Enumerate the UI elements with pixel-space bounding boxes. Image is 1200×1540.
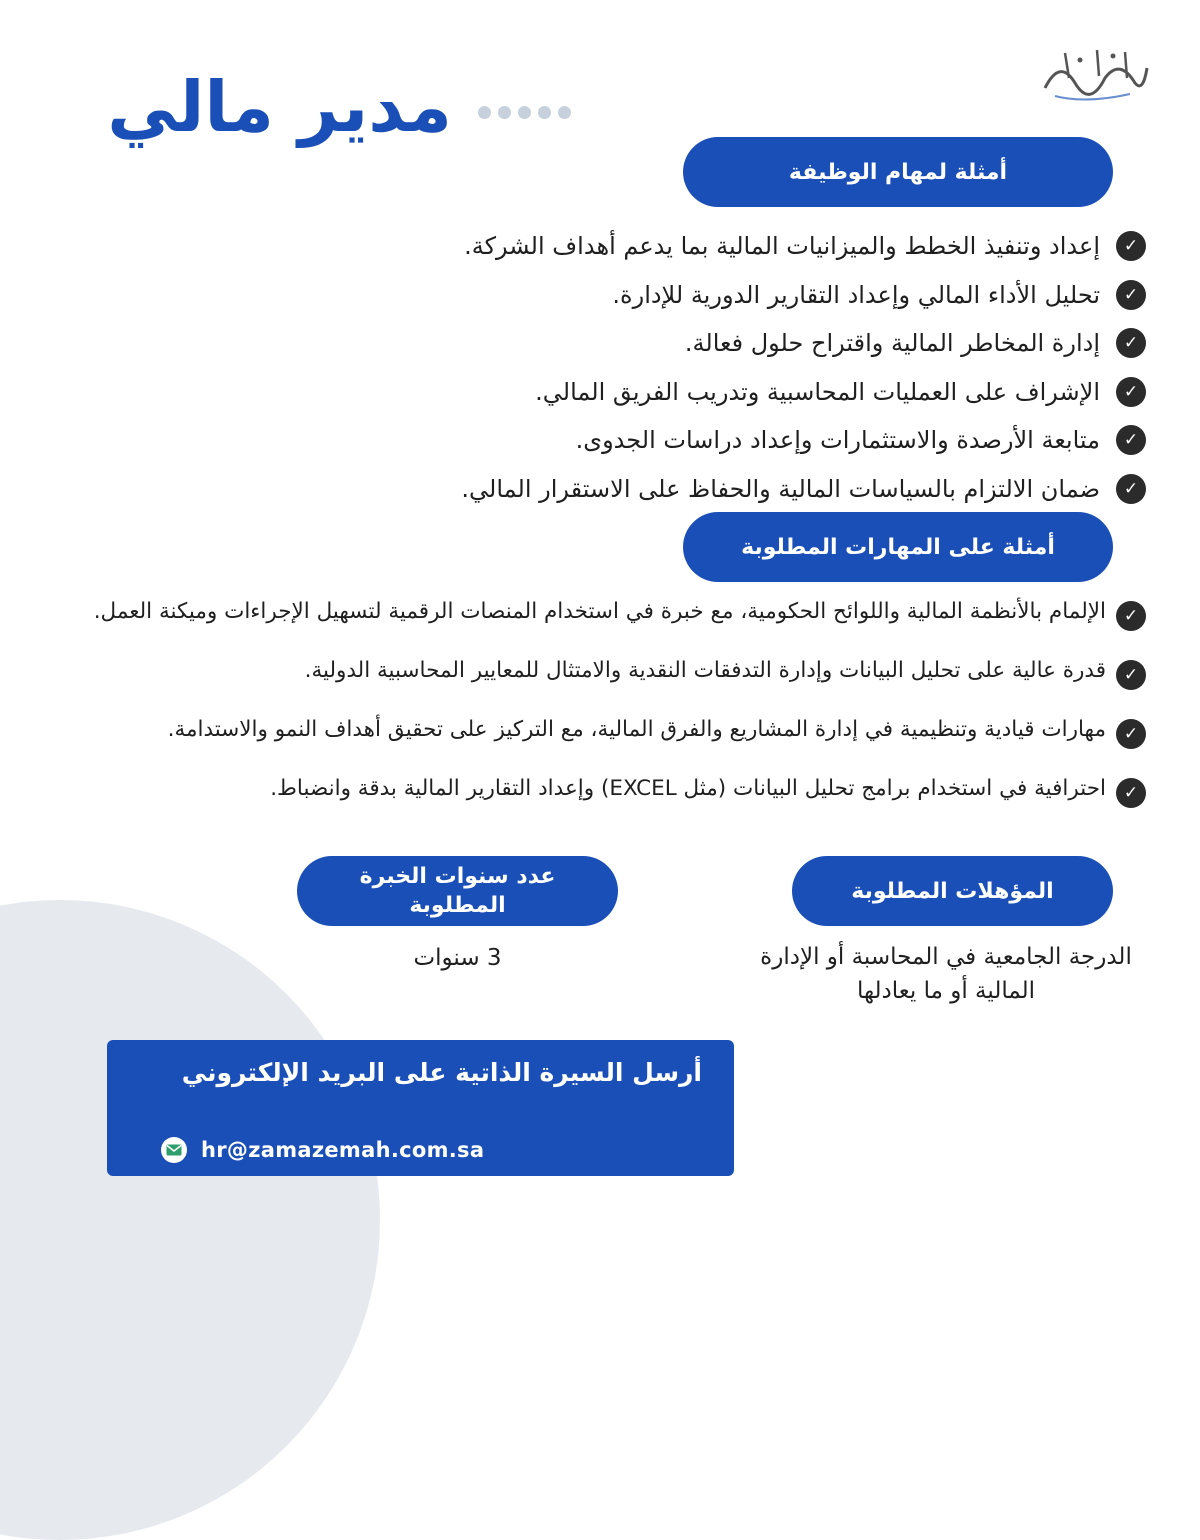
task-text: تحليل الأداء المالي وإعداد التقارير الدورية للإدارة. [612, 280, 1100, 309]
check-circle-icon: ✓ [1116, 719, 1146, 749]
email-link[interactable]: hr@zamazemah.com.sa [201, 1138, 485, 1162]
mail-icon [161, 1137, 187, 1163]
check-circle-icon: ✓ [1116, 474, 1146, 504]
task-text: إدارة المخاطر المالية واقتراح حلول فعالة. [684, 329, 1100, 358]
list-item [146, 222, 1146, 271]
apply-cta-box [107, 1040, 734, 1176]
skill-text: قدرة عالية على تحليل البيانات وإدارة التدفقات النقدية والامتثال للمعايير المحاسبية الدولية. [304, 658, 1106, 683]
list-item [146, 368, 1146, 417]
qualifications-heading: المؤهلات المطلوبة [792, 856, 1113, 926]
check-circle-icon: ✓ [1116, 778, 1146, 808]
qualifications-text: الدرجة الجامعية في المحاسبة أو الإدارة المالية أو ما يعادلها [760, 944, 1132, 1004]
list-item [54, 716, 1146, 775]
tasks-list [146, 222, 1146, 513]
experience-heading: عدد سنوات الخبرة المطلوبة [297, 856, 618, 926]
company-logo [1020, 28, 1170, 118]
title-dots-decoration [478, 106, 571, 119]
list-item [146, 416, 1146, 465]
background-circle [0, 900, 380, 1540]
task-text: الإشراف على العمليات المحاسبية وتدريب الفريق المالي. [535, 377, 1100, 406]
list-item [54, 598, 1146, 657]
tasks-heading: أمثلة لمهام الوظيفة [683, 137, 1113, 207]
list-item [146, 465, 1146, 514]
check-circle-icon: ✓ [1116, 280, 1146, 310]
list-item [146, 271, 1146, 320]
list-item [146, 319, 1146, 368]
check-circle-icon: ✓ [1116, 601, 1146, 631]
email-row[interactable] [161, 1137, 484, 1163]
task-text: متابعة الأرصدة والاستثمارات وإعداد دراسات الجدوى. [575, 426, 1100, 455]
cta-title: أرسل السيرة الذاتية على البريد الإلكتروني [181, 1058, 702, 1087]
check-circle-icon: ✓ [1116, 231, 1146, 261]
skills-list [54, 598, 1146, 834]
check-circle-icon: ✓ [1116, 660, 1146, 690]
logo-calligraphy-icon [1035, 38, 1155, 108]
page-title: مدير مالي [107, 66, 452, 148]
list-item [54, 775, 1146, 834]
task-text: ضمان الالتزام بالسياسات المالية والحفاظ على الاستقرار المالي. [461, 474, 1100, 503]
skill-text: احترافية في استخدام برامج تحليل البيانات (مثل EXCEL) وإعداد التقارير المالية بدقة وانضباط. [270, 776, 1106, 801]
skills-heading: أمثلة على المهارات المطلوبة [683, 512, 1113, 582]
skill-text: الإلمام بالأنظمة المالية واللوائح الحكومية، مع خبرة في استخدام المنصات الرقمية لتسهيل الإجراءات وميكنة العمل. [93, 599, 1106, 624]
experience-text: 3 سنوات [413, 945, 502, 971]
check-circle-icon: ✓ [1116, 425, 1146, 455]
list-item [54, 657, 1146, 716]
check-circle-icon: ✓ [1116, 377, 1146, 407]
skill-text: مهارات قيادية وتنظيمية في إدارة المشاريع والفرق المالية، مع التركيز على تحقيق أهداف النمو والاستدامة. [167, 717, 1106, 742]
task-text: إعداد وتنفيذ الخطط والميزانيات المالية بما يدعم أهداف الشركة. [464, 232, 1100, 261]
check-circle-icon: ✓ [1116, 328, 1146, 358]
